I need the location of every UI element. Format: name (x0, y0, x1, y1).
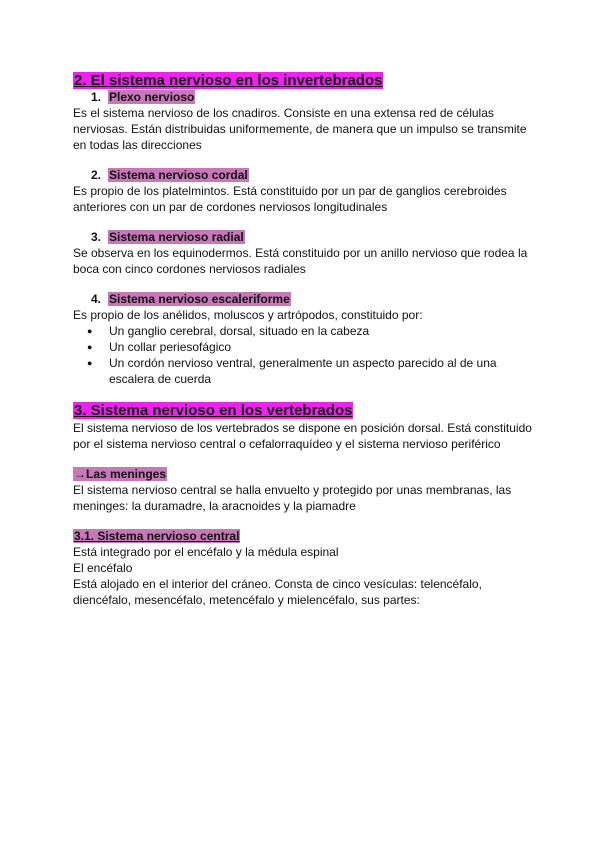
section2-sub1-heading (91, 90, 533, 105)
list-item: ● Un cordón nervioso ventral, generalmente un aspecto parecido al de una escalera de cuerda (73, 355, 533, 387)
document-page (73, 72, 533, 608)
sub4-bullet-list (73, 323, 533, 387)
meninges-title: →Las meninges (74, 467, 167, 481)
central-text1: Está integrado por el encéfalo y la médula espinal (73, 545, 339, 559)
sub1-text: Es el sistema nervioso de los cnadiros. Consiste en una extensa red de células nerviosas. Están distribuidas uniformemente, de manera que un impulso se transmite en todas las direcciones (73, 106, 527, 152)
sub3-text: Se observa en los equinodermos. Está constituido por un anillo nervioso que rodea la boca con cinco cordones nerviosos radiales (73, 246, 528, 276)
sub4-title: Sistema nervioso escaleriforme (109, 292, 290, 306)
meninges-text: El sistema nervioso central se halla envuelto y protegido por unas membranas, las meninges: la duramadre, la aracnoides y la piamadre (73, 483, 512, 513)
central-text2: El encéfalo (73, 561, 133, 575)
central-text3: Está alojado en el interior del cráneo. Consta de cinco vesículas: telencéfalo, diencéfalo, mesencéfalo, metencéfalo y mielencéfalo, sus partes: (73, 577, 482, 607)
central-title: 3.1. Sistema nervioso central (74, 529, 240, 543)
sub4-text: Es propio de los anélidos, moluscos y artrópodos, constituido por: (73, 308, 423, 322)
list-item: ● Un ganglio cerebral, dorsal, situado en la cabeza (73, 323, 533, 339)
central-heading (73, 529, 533, 544)
section2-heading (73, 72, 533, 90)
sub4-number: 4. (91, 292, 102, 306)
sub2-text: Es propio de los platelmintos. Está constituido por un par de ganglios cerebroides anteriores con un par de cordones nerviosos longitudinales (73, 184, 507, 214)
list-item: ● Un collar periesofágico (73, 339, 533, 355)
sub3-number: 3. (91, 230, 102, 244)
section3-title: 3. Sistema nervioso en los vertebrados (74, 402, 353, 419)
section3-text: El sistema nervioso de los vertebrados se dispone en posición dorsal. Está constituido por el sistema nervioso central o cefalorraquídeo y el sistema nervioso periférico (73, 421, 532, 451)
section2-sub4-heading (91, 292, 533, 307)
sub3-title: Sistema nervioso radial (109, 230, 244, 244)
section3-heading (73, 402, 533, 420)
section2-sub2-heading (91, 168, 533, 183)
meninges-heading (73, 467, 533, 482)
section2-sub3-heading (91, 230, 533, 245)
sub1-number: 1. (91, 90, 102, 104)
sub1-title: Plexo nervioso (109, 90, 195, 104)
sub2-number: 2. (91, 168, 102, 182)
section2-title: 2. El sistema nervioso en los invertebrados (74, 72, 383, 89)
sub2-title: Sistema nervioso cordal (109, 168, 248, 182)
